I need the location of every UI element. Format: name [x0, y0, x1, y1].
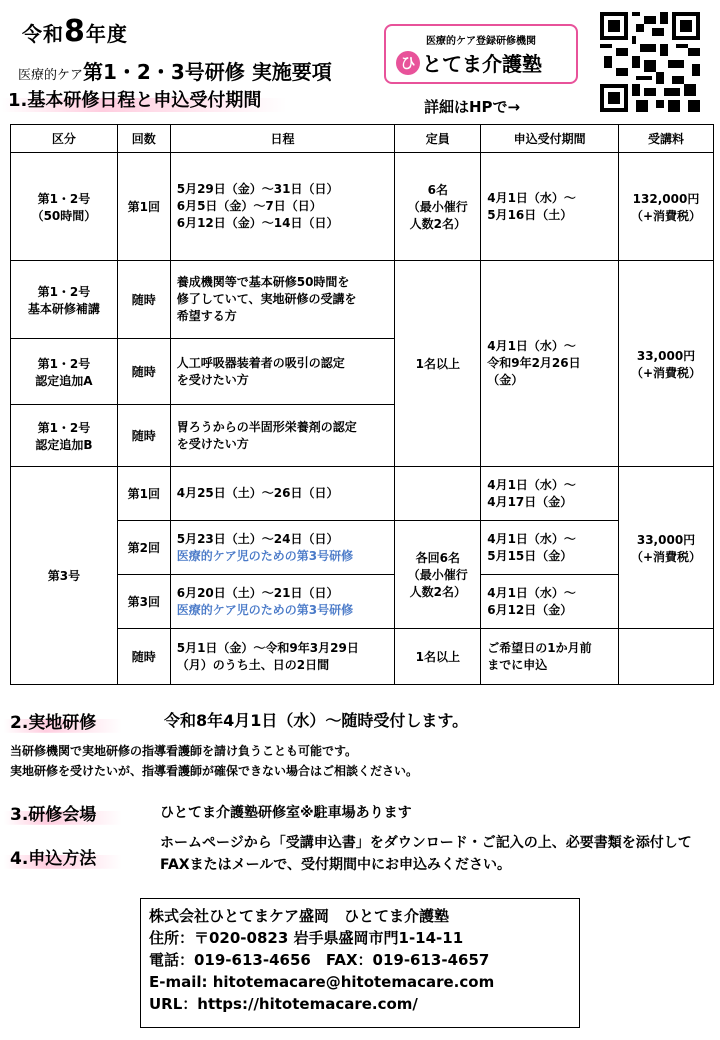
logo-caption: 医療的ケア登録研修機関	[426, 36, 536, 47]
cell-schedule: 5月29日（金）～31日（日） 6月5日（金）～7日（日） 6月12日（金）～14日（日）	[170, 153, 395, 261]
section4-text: ホームページから「受講申込書」をダウンロード・ご記入の上、必要書類を添付してFAXまたはメールで、受付期間中にお申込みください。	[160, 835, 692, 873]
section1-heading: 1.基本研修日程と申込受付期間	[2, 86, 287, 112]
title-main: 第1・2・3号研修 実施要項	[83, 60, 332, 84]
fiscal-year-title	[22, 14, 128, 49]
document-title	[18, 56, 332, 85]
header-period: 申込受付期間	[481, 125, 619, 153]
contact-email[interactable]: E-mail: hitotemacare@hitotemacare.com	[149, 973, 495, 991]
section2-heading: 2.実地研修	[4, 708, 122, 733]
cell-category: 第1・2号 認定追加B	[11, 405, 118, 467]
header-capacity: 定員	[395, 125, 481, 153]
header-schedule: 日程	[170, 125, 395, 153]
cell-capacity: 各回6名 （最小催行 人数2名）	[395, 521, 481, 629]
schedule-table	[10, 124, 714, 685]
cell-count: 第1回	[117, 153, 170, 261]
cell-period: 4月1日（水）～ 4月17日（金）	[481, 467, 619, 521]
table-header-row	[11, 125, 714, 153]
year-number: 8	[64, 14, 86, 49]
contact-url[interactable]: URL：https://hitotemacare.com/	[149, 995, 418, 1013]
schedule-note: 医療的ケア児のための第3号研修	[176, 602, 354, 617]
cell-schedule	[170, 521, 395, 575]
cell-capacity: 1名以上	[395, 261, 481, 467]
cell-capacity-blank	[395, 467, 481, 521]
section2-note-1: 当研修機関で実地研修の指導看護師を請け負うことも可能です。	[10, 744, 358, 758]
section2-note-2: 実地研修を受けたいが、指導看護師が確保できない場合はご相談ください。	[10, 764, 419, 778]
schedule-date: 6月20日（土）～21日（日）	[176, 585, 339, 600]
table-row	[11, 261, 714, 339]
cell-period: 4月1日（水）～ 令和9年2月26日 （金）	[481, 261, 619, 467]
cell-count: 第1回	[117, 467, 170, 521]
contact-phone[interactable]: 電話：019-613-4656 FAX：019-613-4657	[149, 951, 490, 969]
section3-heading: 3.研修会場	[4, 800, 122, 825]
contact-box	[140, 898, 580, 1028]
header-count: 回数	[117, 125, 170, 153]
year-prefix: 令和	[22, 22, 64, 46]
table-row	[11, 153, 714, 261]
year-suffix: 年度	[85, 22, 128, 46]
qr-code-icon[interactable]	[600, 12, 700, 112]
hp-link[interactable]: 詳細はHPで→	[424, 98, 521, 116]
section2-text: 令和8年4月1日（水）～随時受付します。	[164, 711, 469, 730]
logo-name-text: とてま介護塾	[422, 52, 542, 76]
cell-period: ご希望日の1か月前 までに申込	[481, 629, 619, 685]
cell-fee: 33,000円 （+消費税）	[619, 261, 714, 467]
cell-category: 第1・2号 認定追加A	[11, 339, 118, 405]
cell-fee: 33,000円 （+消費税）	[619, 467, 714, 629]
cell-schedule: 養成機関等で基本研修50時間を 修了していて、実地研修の受講を 希望する方	[170, 261, 395, 339]
cell-fee-blank	[619, 629, 714, 685]
contact-company: 株式会社ひとてまケア盛岡 ひとてま介護塾	[149, 907, 450, 925]
schedule-date: 5月23日（土）～24日（日）	[176, 531, 339, 546]
cell-schedule: 人工呼吸器装着者の吸引の認定 を受けたい方	[170, 339, 395, 405]
logo-name	[396, 48, 542, 77]
cell-count: 第2回	[117, 521, 170, 575]
cell-count: 随時	[117, 339, 170, 405]
title-prefix: 医療的ケア	[18, 68, 84, 83]
contact-address: 住所：〒020-0823 岩手県盛岡市門1-14-11	[149, 929, 464, 947]
cell-count: 随時	[117, 261, 170, 339]
schedule-note: 医療的ケア児のための第3号研修	[176, 548, 354, 563]
cell-category: 第3号	[11, 467, 118, 685]
logo-circle-icon: ひ	[396, 51, 420, 75]
cell-schedule	[170, 575, 395, 629]
cell-schedule: 4月25日（土）～26日（日）	[170, 467, 395, 521]
cell-schedule: 胃ろうからの半固形栄養剤の認定 を受けたい方	[170, 405, 395, 467]
organization-logo[interactable]	[384, 24, 578, 84]
header-fee: 受講料	[619, 125, 714, 153]
cell-capacity: 1名以上	[395, 629, 481, 685]
section3-text: ひとてま介護塾研修室※駐車場あります	[160, 805, 412, 821]
cell-fee: 132,000円 （+消費税）	[619, 153, 714, 261]
cell-count: 随時	[117, 405, 170, 467]
cell-period: 4月1日（水）～ 5月15日（金）	[481, 521, 619, 575]
cell-period: 4月1日（水）～ 5月16日（土）	[481, 153, 619, 261]
cell-capacity: 6名 （最小催行 人数2名）	[395, 153, 481, 261]
table-row	[11, 467, 714, 521]
header-category: 区分	[11, 125, 118, 153]
section4-heading: 4.申込方法	[4, 844, 122, 869]
cell-schedule: 5月1日（金）～令和9年3月29日 （月）のうち土、日の2日間	[170, 629, 395, 685]
cell-count: 随時	[117, 629, 170, 685]
cell-category: 第1・2号 （50時間）	[11, 153, 118, 261]
cell-category: 第1・2号 基本研修補講	[11, 261, 118, 339]
cell-period: 4月1日（水）～ 6月12日（金）	[481, 575, 619, 629]
cell-count: 第3回	[117, 575, 170, 629]
